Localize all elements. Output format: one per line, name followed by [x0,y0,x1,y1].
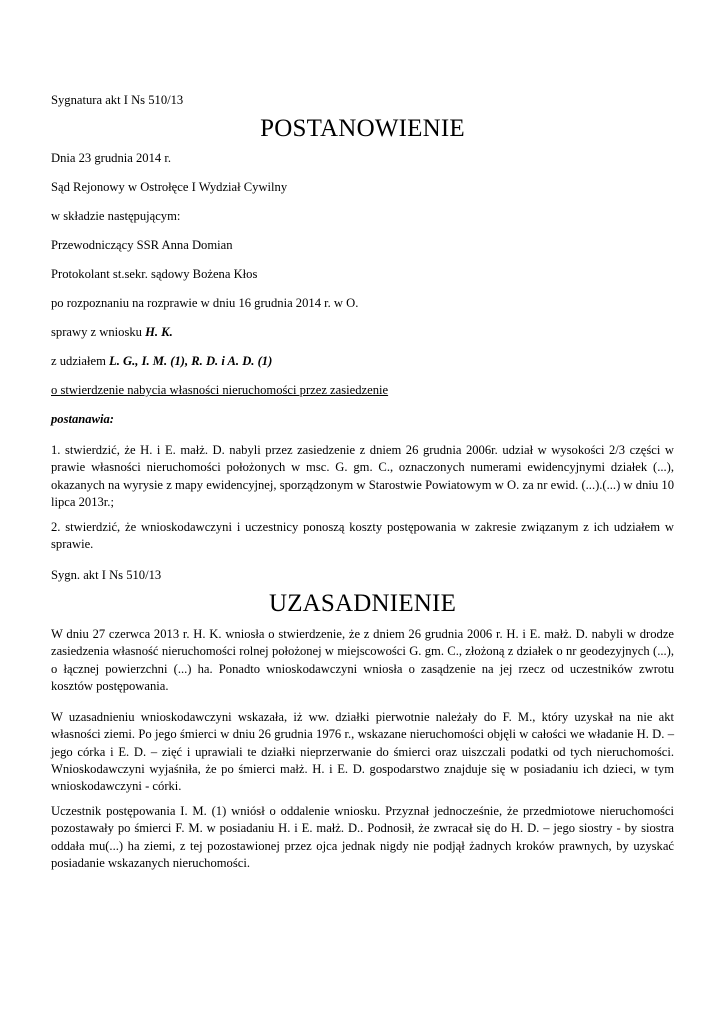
court-name: Sąd Rejonowy w Ostrołęce I Wydział Cywilny [51,180,288,194]
presiding-judge: Przewodniczący SSR Anna Domian [51,238,233,252]
participants-prefix: z udziałem [51,354,110,368]
hearing-info: po rozpoznaniu na rozprawie w dniu 16 grudnia 2014 r. w O. [51,296,359,310]
composition-intro: w składzie następującym: [51,209,181,223]
decides-heading: postanawia: [51,412,114,426]
case-prefix: sprawy z wniosku [51,325,146,339]
participants-line [51,353,272,370]
ruling-item-2: 2. stwierdzić, że wnioskodawczyni i uczestnicy ponoszą koszty postępowania w zakresie związanym z ich udziałem w sprawie. [51,520,674,552]
document-title: POSTANOWIENIE [260,115,465,142]
justification-paragraph-2: W uzasadnieniu wnioskodawczyni wskazała, iż ww. działki pierwotnie należały do F. M., który uzyskał na nie akt własności ziemi. Po jego śmierci w dniu 26 grudnia 1976 r., wskazane nieruchomości objęli w całości we władanie H. D. – jego córka i E. D. – zięć i uprawiali te działki nieprzerwanie do śmierci oraz uiszczali podatki od tych nieruchomości. Wnioskodawczyni wyjaśniła, że po śmierci małż. H. i E. D. gospodarstwo znajduje się w posiadaniu ich dzieci, w tym wnioskodawczyni - córki. [51,710,674,794]
case-applicant-line [51,324,173,341]
ruling-item-1: 1. stwierdzić, że H. i E. małż. D. nabyli przez zasiedzenie z dniem 26 grudnia 2006r. udział w wysokości 2/3 części w prawie własności nieruchomości położonych w msc. G. gm. C., oznaczonych numerami ewidencyjnymi działek (...), okazanych na wyrysie z mapy ewidencyjnej, sporządzonym w Starostwie Powiatowym w O. za nr ewid. (...).(...) w dniu 10 lipca 2013r.; [51,443,674,509]
case-signature: Sygnatura akt I Ns 510/13 [51,93,184,107]
applicant-name: H. K. [145,325,173,339]
justification-title: UZASADNIENIE [268,590,457,617]
justification-paragraph-1: W dniu 27 czerwca 2013 r. H. K. wniosła o stwierdzenie, że z dniem 26 grudnia 2006 r. H. i E. małż. D. nabyli w drodze zasiedzenia własność nieruchomości rolnej położonej w miejscowości G. gm. C., złożoną z działek o nr geodezyjnych (...), o łącznej powierzchni (...) ha. Ponadto wnioskodawczyni wniosła o zasądzenie na jej rzecz od uczestników zwrotu kosztów postępowania. [51,627,674,693]
decision-date: Dnia 23 grudnia 2014 r. [51,151,171,165]
case-subject: o stwierdzenie nabycia własności nieruchomości przez zasiedzenie [51,383,389,397]
court-clerk: Protokolant st.sekr. sądowy Bożena Kłos [51,267,258,281]
justification-signature: Sygn. akt I Ns 510/13 [51,568,162,582]
justification-paragraph-3: Uczestnik postępowania I. M. (1) wniósł o oddalenie wniosku. Przyznał jednocześnie, że przedmiotowe nieruchomości pozostawały po śmierci F. M. w posiadaniu H. i E. małż. D.. Podnosił, że zwracał się do H. D. – jego siostry - by siostra oddała mu(...) ha ziemi, z tej pozostawionej przez ojca jednak nigdy nie podjął żadnych kroków prawnych, by uzyskać posiadanie wskazanych nieruchomości. [51,804,674,870]
participants-names: L. G., I. M. (1), R. D. i A. D. (1) [109,354,273,368]
